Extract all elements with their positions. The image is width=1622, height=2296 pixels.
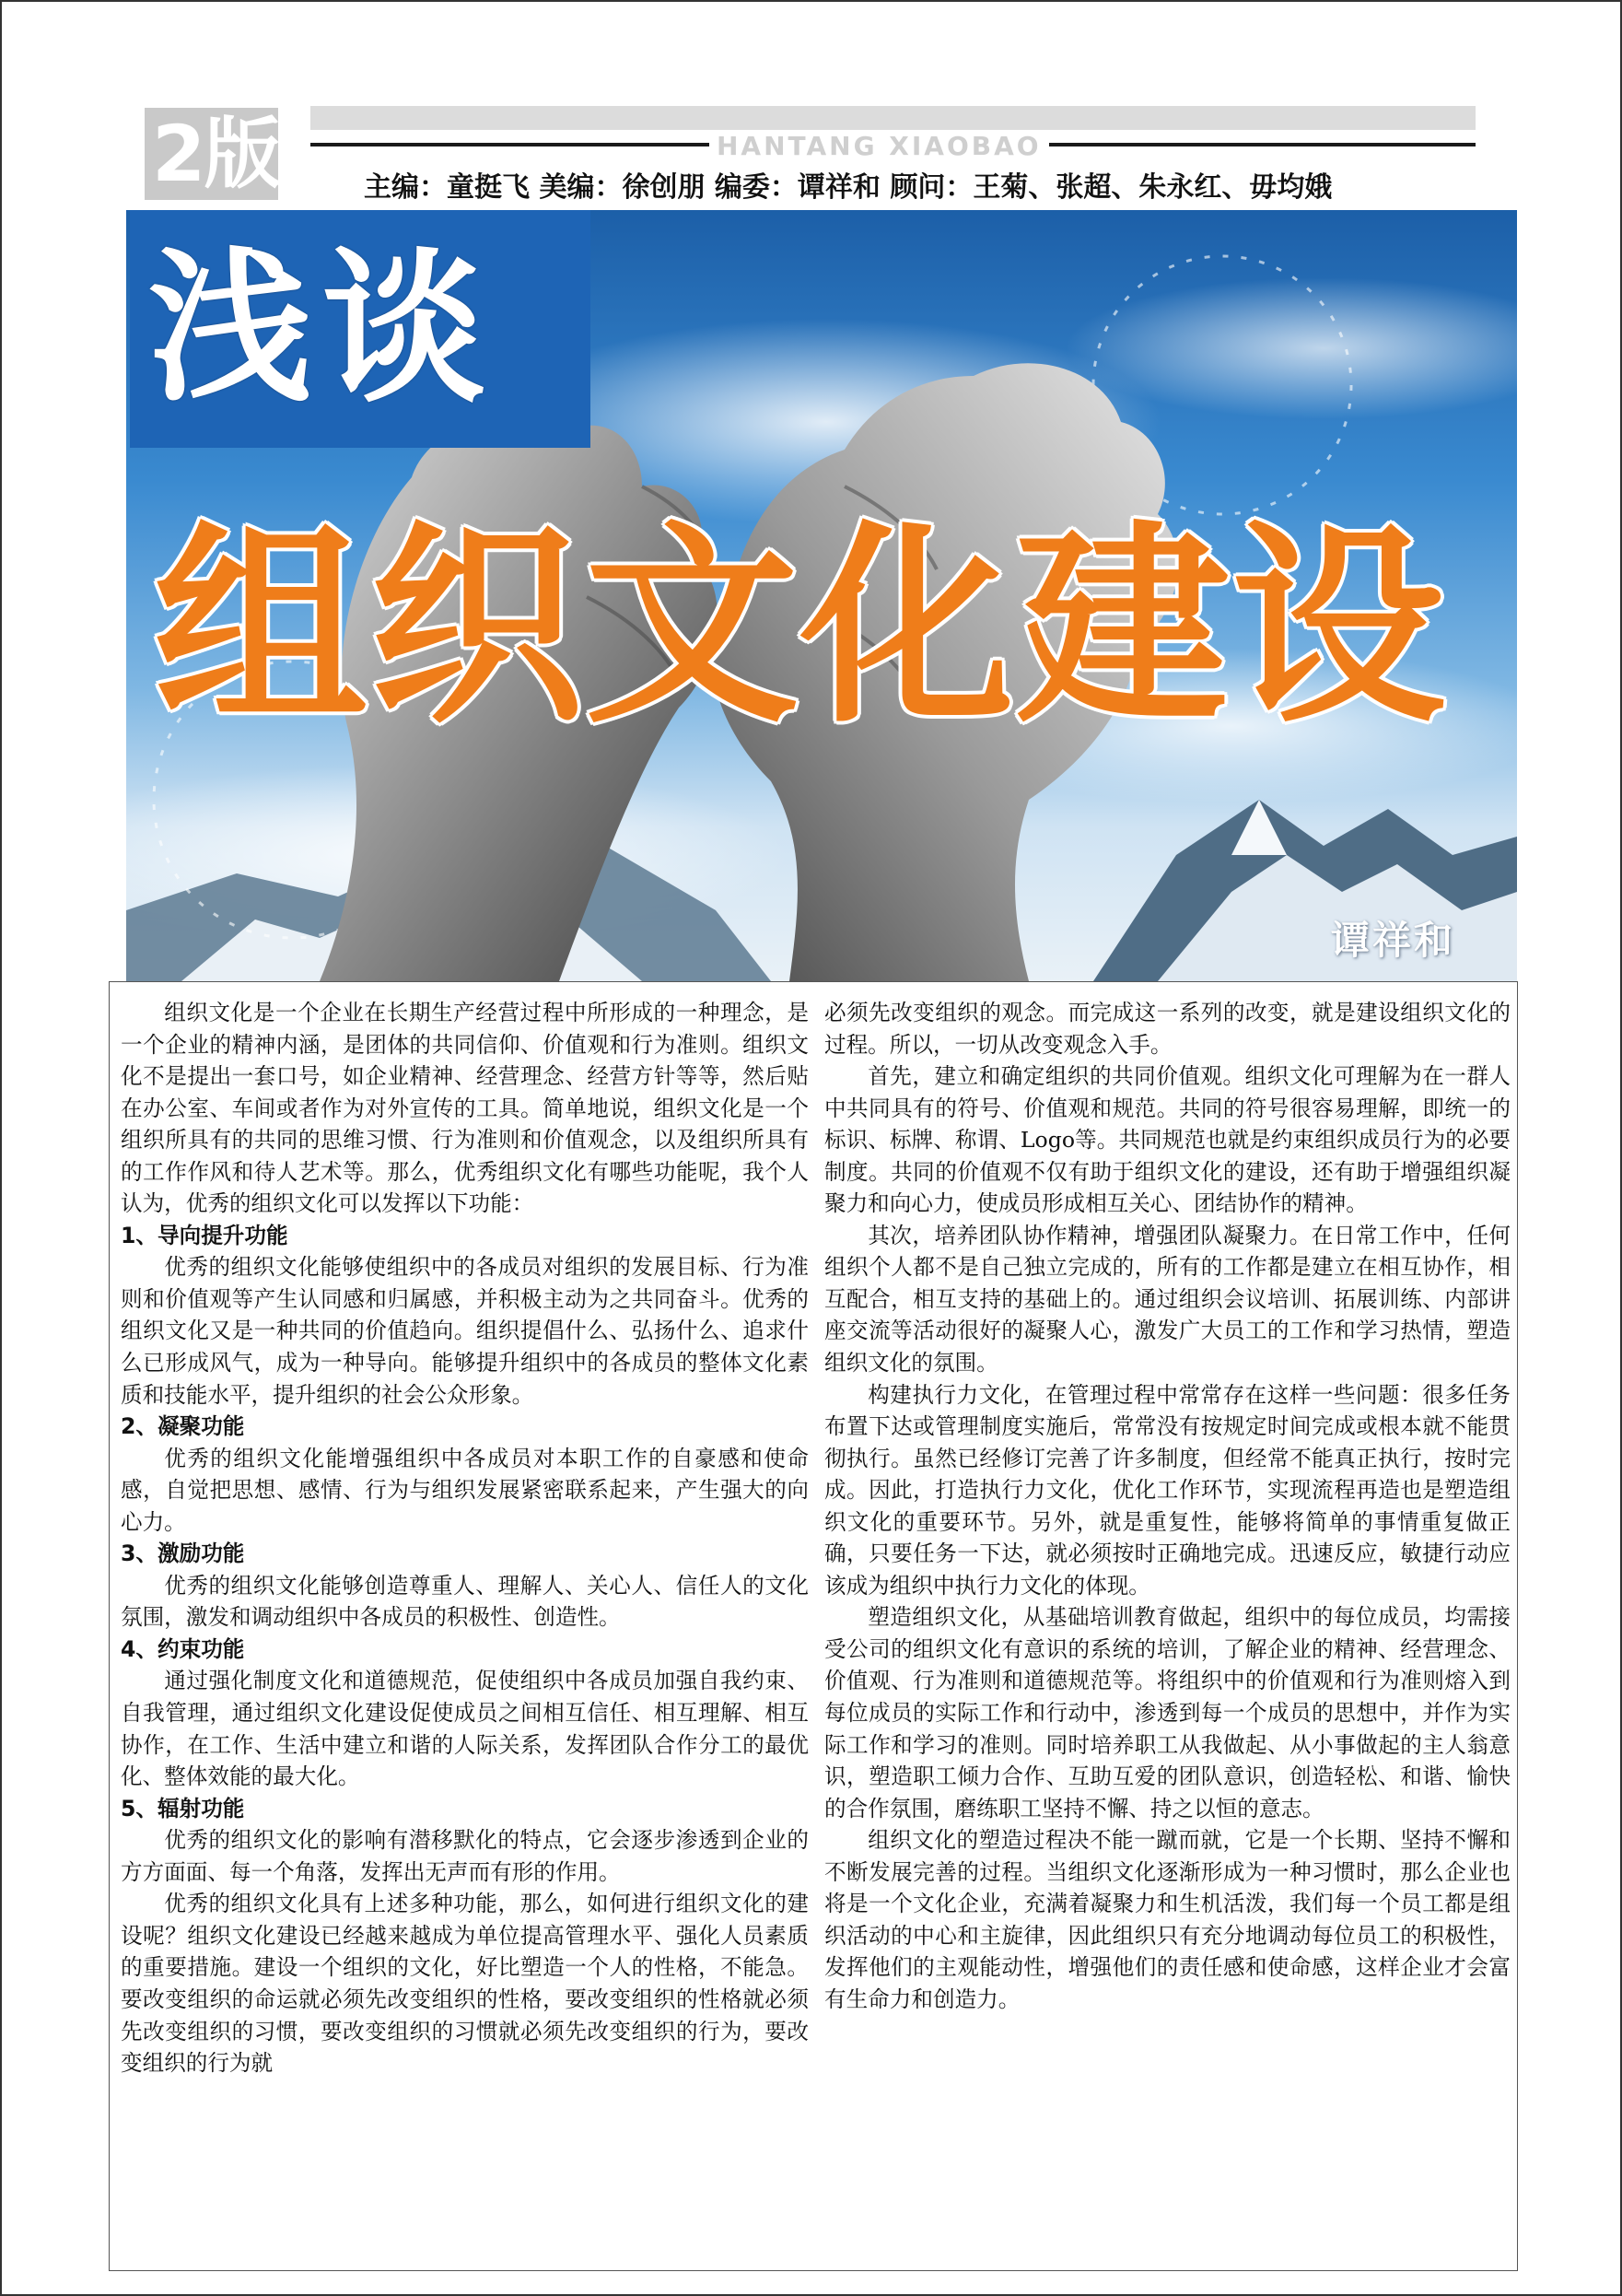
newspaper-brand: HANTANG XIAOBAO — [709, 133, 1049, 160]
article-column-left — [121, 997, 809, 2079]
section-heading: 4、约束功能 — [121, 1635, 245, 1662]
paragraph: 首先，建立和确定组织的共同价值观。组织文化可理解为在一群人中共同具有的符号、价值观和规范。共同的符号很容易理解，即统一的标识、标牌、称谓、Logo等。共同规范也就是约束组织成员行为的必要制度。共同的价值观不仅有助于组织文化的建设，还有助于增强组织凝聚力和向心力，使成员形成相互关心、团结协作的精神。 — [824, 1063, 1511, 1217]
title-prefix: 浅谈 — [148, 231, 495, 424]
section-heading: 1、导向提升功能 — [121, 1222, 288, 1248]
headline: 组织文化建设 — [154, 503, 1448, 752]
paragraph: 优秀的组织文化的影响有潜移默化的特点，它会逐步渗透到企业的方方面面、每一个角落，发挥出无声而有形的作用。 — [121, 1827, 809, 1885]
paragraph: 通过强化制度文化和道德规范，促使组织中各成员加强自我约束、自我管理，通过组织文化建设促使成员之间相互信任、相互理解、相互协作，在工作、生活中建立和谐的人际关系，发挥团队合作分工的最优化、整体效能的最大化。 — [121, 1668, 809, 1790]
paragraph: 构建执行力文化，在管理过程中常常存在这样一些问题：很多任务布置下达或管理制度实施后，常常没有按规定时间完成或根本就不能贯彻执行。虽然已经修订完善了许多制度，但经常不能真正执行，按时完成。因此，打造执行力文化，优化工作环节，实现流程再造也是塑造组织文化的重要环节。另外，就是重复性，能够将简单的事情重复做正确，只要任务一下达，就必须按时正确地完成。迅速反应，敏捷行动应该成为组织中执行力文化的体现。 — [824, 1381, 1511, 1599]
section-heading: 2、凝聚功能 — [121, 1413, 245, 1440]
paragraph: 必须先改变组织的观念。而完成这一系列的改变，就是建设组织文化的过程。所以，一切从改变观念入手。 — [824, 1000, 1511, 1058]
editorial-staff: 主编：童挺飞 美编：徐创朋 编委：谭祥和 顾问：王菊、张超、朱永红、毋均娥 — [364, 171, 1333, 204]
article-column-right — [824, 997, 1511, 2016]
paragraph: 组织文化的塑造过程决不能一蹴而就，它是一个长期、坚持不懈和不断发展完善的过程。当组织文化逐渐形成为一种习惯时，那么企业也将是一个文化企业，充满着凝聚力和生机活泼，我们每一个员工都是组织活动的中心和主旋律，因此组织只有充分地调动每位员工的积极性，发挥他们的主观能动性，增强他们的责任感和使命感，这样企业才会富有生命力和创造力。 — [824, 1827, 1511, 2012]
edition-label: 2版 — [152, 109, 280, 199]
paragraph: 优秀的组织文化能够使组织中的各成员对组织的发展目标、行为准则和价值观等产生认同感和归属感，并积极主动为之共同奋斗。优秀的组织文化又是一种共同的价值趋向。组织提倡什么、弘扬什么、追求什么已形成风气，成为一种导向。能够提升组织中的各成员的整体文化素质和技能水平，提升组织的社会公众形象。 — [121, 1254, 809, 1408]
paragraph: 其次，培养团队协作精神，增强团队凝聚力。在日常工作中，任何组织个人都不是自己独立完成的，所有的工作都是建立在相互协作，相互配合，相互支持的基础上的。通过组织会议培训、拓展训练、内部讲座交流等活动很好的凝聚人心，激发广大员工的工作和学习热情，塑造组织文化的氛围。 — [824, 1222, 1511, 1376]
header-grey-bar — [310, 106, 1476, 130]
author-byline: 谭祥和 — [1331, 918, 1456, 963]
title-prefix-box — [130, 210, 590, 448]
paragraph: 优秀的组织文化能增强组织中各成员对本职工作的自豪感和使命感，自觉把思想、感情、行为与组织发展紧密联系起来，产生强大的向心力。 — [121, 1445, 809, 1535]
section-heading: 3、激励功能 — [121, 1540, 245, 1567]
paragraph: 组织文化是一个企业在长期生产经营过程中所形成的一种理念，是一个企业的精神内涵，是团体的共同信仰、价值观和行为准则。组织文化不是提出一套口号，如企业精神、经营理念、经营方针等等，然后贴在办公室、车间或者作为对外宣传的工具。简单地说，组织文化是一个组织所具有的共同的思维习惯、行为准则和价值观念，以及组织所具有的工作作风和待人艺术等。那么，优秀组织文化有哪些功能呢，我个人认为，优秀的组织文化可以发挥以下功能： — [121, 1000, 809, 1217]
paragraph: 塑造组织文化，从基础培训教育做起，组织中的每位成员，均需接受公司的组织文化有意识的系统的培训，了解企业的精神、经营理念、价值观、行为准则和道德规范等。将组织中的价值观和行为准则熔入到每位成员的实际工作和行动中，渗透到每一个成员的思想中，并作为实际工作和学习的准则。同时培养职工从我做起、从小事做起的主人翁意识，塑造职工倾力合作、互助互爱的团队意识，创造轻松、和谐、愉快的合作氛围，磨练职工坚持不懈、持之以恒的意志。 — [824, 1604, 1511, 1822]
article-body — [109, 981, 1518, 2271]
masthead — [0, 0, 1622, 207]
paragraph: 优秀的组织文化具有上述多种功能，那么，如何进行组织文化的建设呢？组织文化建设已经越来越成为单位提高管理水平、强化人员素质的重要措施。建设一个组织的文化，好比塑造一个人的性格，不能急。要改变组织的命运就必须先改变组织的性格，要改变组织的性格就必须先改变组织的习惯，要改变组织的习惯就必须先改变组织的行为，要改变组织的行为就 — [121, 1891, 809, 2077]
paragraph: 优秀的组织文化能够创造尊重人、理解人、关心人、信任人的文化氛围，激发和调动组织中各成员的积极性、创造性。 — [121, 1572, 809, 1631]
hero-banner — [126, 210, 1517, 981]
section-heading: 5、辐射功能 — [121, 1795, 245, 1822]
